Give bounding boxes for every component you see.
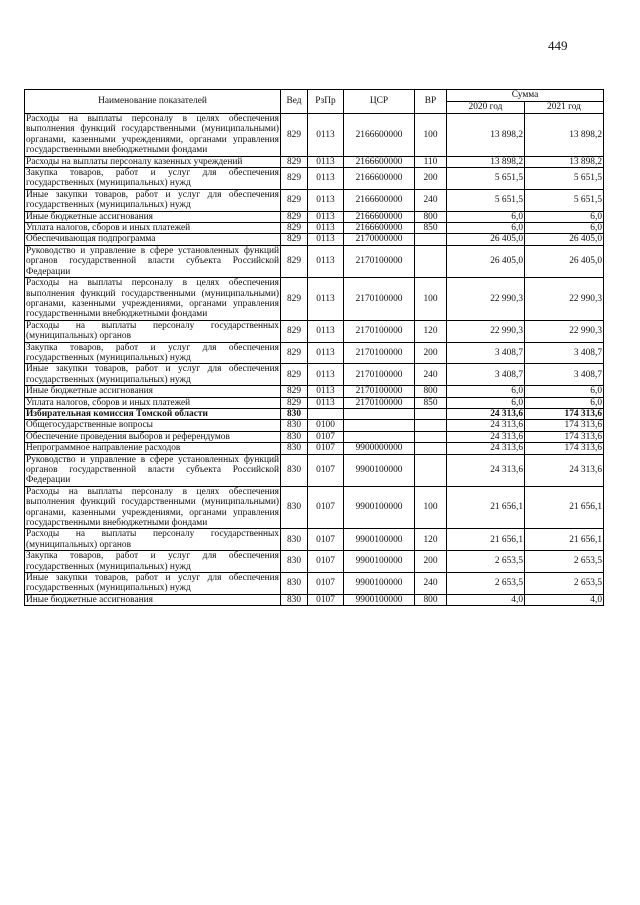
row-name: Иные закупки товаров, работ и услуг для обеспечения государственных (муниципальных) нужд	[26, 573, 279, 594]
header-rzpr: РзПр	[308, 90, 344, 114]
row-ved: 830	[281, 454, 308, 486]
row-rzpr: 0107	[308, 551, 344, 573]
row-sum-2021: 6,0	[525, 223, 604, 234]
row-csr: 2170100000	[344, 320, 415, 342]
row-sum-2020: 13 898,2	[447, 114, 525, 157]
row-rzpr: 0113	[308, 342, 344, 364]
row-name: Уплата налогов, сборов и иных платежей	[25, 397, 281, 408]
table-row	[25, 529, 604, 551]
row-name: Закупка товаров, работ и услуг для обеспечения государственных (муниципальных) нужд	[26, 551, 279, 572]
row-sum-2021: 22 990,3	[525, 320, 604, 342]
row-sum-2021: 5 651,5	[525, 168, 604, 190]
row-vr: 800	[415, 594, 447, 605]
row-rzpr: 0107	[308, 594, 344, 605]
row-ved: 829	[281, 245, 308, 277]
row-csr	[344, 420, 415, 431]
table-row	[25, 397, 604, 408]
row-sum-2020: 21 656,1	[447, 486, 525, 529]
row-vr	[415, 245, 447, 277]
row-vr: 110	[415, 156, 447, 167]
row-name: Непрограммное направление расходов	[25, 443, 281, 454]
row-rzpr: 0113	[308, 156, 344, 167]
row-rzpr: 0100	[308, 420, 344, 431]
row-csr: 2166600000	[344, 114, 415, 157]
row-rzpr: 0107	[308, 431, 344, 442]
row-name: Расходы на выплаты персоналу казенных учреждений	[25, 156, 281, 167]
row-name: Иные закупки товаров, работ и услуг для обеспечения государственных (муниципальных) нужд	[26, 364, 279, 385]
row-csr: 2170100000	[344, 386, 415, 397]
row-ved: 829	[281, 386, 308, 397]
row-vr: 100	[415, 114, 447, 157]
row-csr: 9900100000	[344, 529, 415, 551]
row-vr: 800	[415, 211, 447, 222]
row-rzpr: 0113	[308, 386, 344, 397]
table-row	[25, 114, 604, 157]
row-name: Расходы на выплаты персоналу в целях обеспечения выполнения функций государственными (муниципальными) органами, казенными учреждениями, органами управления государственными внебюджетными фондами	[26, 486, 279, 529]
row-sum-2021: 3 408,7	[525, 342, 604, 364]
row-sum-2021: 6,0	[525, 211, 604, 222]
row-sum-2021: 174 313,6	[525, 420, 604, 431]
row-ved: 830	[281, 443, 308, 454]
row-vr	[415, 420, 447, 431]
row-sum-2021: 6,0	[525, 397, 604, 408]
row-csr: 2166600000	[344, 189, 415, 211]
row-sum-2020: 5 651,5	[447, 189, 525, 211]
row-vr: 240	[415, 189, 447, 211]
row-name: Иные бюджетные ассигнования	[25, 211, 281, 222]
row-vr	[415, 408, 447, 419]
row-ved: 830	[281, 529, 308, 551]
row-ved: 830	[281, 420, 308, 431]
row-ved: 829	[281, 397, 308, 408]
row-vr	[415, 454, 447, 486]
row-csr: 2170100000	[344, 278, 415, 321]
row-rzpr: 0113	[308, 278, 344, 321]
row-rzpr: 0113	[308, 223, 344, 234]
row-sum-2021: 4,0	[525, 594, 604, 605]
row-sum-2020: 24 313,6	[447, 420, 525, 431]
row-name: Руководство и управление в сфере установленных функций органов государственной власти субъекта Российской Федерации	[26, 245, 279, 277]
row-name: Закупка товаров, работ и услуг для обеспечения государственных (муниципальных) нужд	[26, 168, 279, 189]
table-row	[25, 408, 604, 419]
row-csr: 9900100000	[344, 594, 415, 605]
row-rzpr: 0107	[308, 573, 344, 595]
row-rzpr: 0107	[308, 454, 344, 486]
row-name: Руководство и управление в сфере установленных функций органов государственной власти субъекта Российской Федерации	[26, 454, 279, 486]
row-rzpr: 0113	[308, 168, 344, 190]
header-csr: ЦСР	[344, 90, 415, 114]
row-sum-2020: 6,0	[447, 211, 525, 222]
table-row	[25, 168, 604, 190]
row-vr: 200	[415, 168, 447, 190]
row-sum-2020: 2 653,5	[447, 573, 525, 595]
row-sum-2021: 22 990,3	[525, 278, 604, 321]
row-sum-2021: 24 313,6	[525, 454, 604, 486]
row-rzpr: 0113	[308, 234, 344, 245]
row-sum-2020: 5 651,5	[447, 168, 525, 190]
row-csr: 2170100000	[344, 364, 415, 386]
row-sum-2020: 13 898,2	[447, 156, 525, 167]
row-vr: 100	[415, 486, 447, 529]
page-number: 449	[548, 38, 568, 53]
row-name: Расходы на выплаты персоналу государственных (муниципальных) органов	[26, 529, 279, 550]
row-sum-2020: 6,0	[447, 386, 525, 397]
row-vr: 850	[415, 223, 447, 234]
header-sum: Сумма	[447, 90, 604, 102]
header-year-2020: 2020 год	[447, 102, 525, 114]
row-rzpr: 0113	[308, 364, 344, 386]
row-csr: 2166600000	[344, 168, 415, 190]
row-csr: 2170100000	[344, 245, 415, 277]
row-name: Избирательная комиссия Томской области	[25, 408, 281, 419]
table-row	[25, 211, 604, 222]
row-sum-2020: 2 653,5	[447, 551, 525, 573]
row-ved: 830	[281, 573, 308, 595]
table-header	[25, 90, 604, 114]
row-ved: 829	[281, 211, 308, 222]
table-row	[25, 420, 604, 431]
row-ved: 829	[281, 320, 308, 342]
row-vr	[415, 443, 447, 454]
row-rzpr: 0113	[308, 320, 344, 342]
row-vr: 120	[415, 529, 447, 551]
table-row	[25, 573, 604, 595]
row-ved: 829	[281, 114, 308, 157]
row-name: Обеспечение проведения выборов и референдумов	[25, 431, 281, 442]
row-vr	[415, 431, 447, 442]
row-sum-2020: 3 408,7	[447, 342, 525, 364]
row-rzpr: 0113	[308, 114, 344, 157]
row-vr	[415, 234, 447, 245]
row-rzpr: 0107	[308, 486, 344, 529]
table-row	[25, 342, 604, 364]
row-sum-2021: 174 313,6	[525, 443, 604, 454]
row-vr: 850	[415, 397, 447, 408]
table-row	[25, 189, 604, 211]
row-sum-2020: 21 656,1	[447, 529, 525, 551]
header-year-2021: 2021 год	[525, 102, 604, 114]
row-ved: 830	[281, 408, 308, 419]
table-row	[25, 156, 604, 167]
row-csr: 9900100000	[344, 486, 415, 529]
row-csr: 2170000000	[344, 234, 415, 245]
row-sum-2021: 21 656,1	[525, 486, 604, 529]
header-name: Наименование показателей	[25, 90, 281, 114]
row-name: Закупка товаров, работ и услуг для обеспечения государственных (муниципальных) нужд	[26, 342, 279, 363]
row-sum-2021: 26 405,0	[525, 234, 604, 245]
row-ved: 829	[281, 342, 308, 364]
row-ved: 829	[281, 234, 308, 245]
row-sum-2020: 3 408,7	[447, 364, 525, 386]
row-vr: 240	[415, 573, 447, 595]
row-ved: 829	[281, 278, 308, 321]
row-sum-2021: 21 656,1	[525, 529, 604, 551]
row-rzpr: 0113	[308, 189, 344, 211]
row-name: Общегосударственные вопросы	[25, 420, 281, 431]
row-csr: 2170100000	[344, 342, 415, 364]
row-ved: 829	[281, 156, 308, 167]
row-name: Иные закупки товаров, работ и услуг для обеспечения государственных (муниципальных) нужд	[26, 189, 279, 211]
row-name: Расходы на выплаты персоналу в целях обеспечения выполнения функций государственными (муниципальными) органами, казенными учреждениями, органами управления государственными внебюджетными фондами	[26, 278, 279, 320]
row-sum-2020: 24 313,6	[447, 431, 525, 442]
row-ved: 830	[281, 486, 308, 529]
row-vr: 200	[415, 342, 447, 364]
row-csr: 9900100000	[344, 454, 415, 486]
row-csr: 2170100000	[344, 397, 415, 408]
row-sum-2021: 26 405,0	[525, 245, 604, 277]
row-ved: 829	[281, 223, 308, 234]
row-sum-2020: 24 313,6	[447, 454, 525, 486]
header-ved: Вед	[281, 90, 308, 114]
row-rzpr: 0107	[308, 443, 344, 454]
row-name: Иные бюджетные ассигнования	[25, 386, 281, 397]
row-csr	[344, 431, 415, 442]
table-row	[25, 223, 604, 234]
row-sum-2020: 24 313,6	[447, 408, 525, 419]
row-ved: 829	[281, 168, 308, 190]
row-csr: 2166600000	[344, 211, 415, 222]
row-name: Расходы на выплаты персоналу в целях обеспечения выполнения функций государственными (муниципальными) органами, казенными учреждениями, органами управления государственными внебюджетными фондами	[26, 114, 279, 156]
row-sum-2020: 26 405,0	[447, 234, 525, 245]
row-sum-2021: 13 898,2	[525, 114, 604, 157]
row-vr: 100	[415, 278, 447, 321]
table-body	[25, 114, 604, 606]
row-ved: 829	[281, 189, 308, 211]
row-sum-2020: 6,0	[447, 223, 525, 234]
row-name: Уплата налогов, сборов и иных платежей	[25, 223, 281, 234]
table-row	[25, 486, 604, 529]
table-row	[25, 443, 604, 454]
budget-table	[24, 89, 604, 606]
header-vr: ВР	[415, 90, 447, 114]
table-row	[25, 278, 604, 321]
row-sum-2021: 174 313,6	[525, 408, 604, 419]
row-ved: 830	[281, 431, 308, 442]
row-vr: 240	[415, 364, 447, 386]
row-csr	[344, 408, 415, 419]
table-row	[25, 454, 604, 486]
table-row	[25, 234, 604, 245]
row-sum-2021: 5 651,5	[525, 189, 604, 211]
row-vr: 120	[415, 320, 447, 342]
row-csr: 9900100000	[344, 573, 415, 595]
row-rzpr	[308, 408, 344, 419]
row-rzpr: 0113	[308, 397, 344, 408]
row-sum-2021: 3 408,7	[525, 364, 604, 386]
table-row	[25, 364, 604, 386]
row-csr: 9900100000	[344, 551, 415, 573]
row-csr: 2166600000	[344, 223, 415, 234]
table-row	[25, 431, 604, 442]
row-sum-2020: 24 313,6	[447, 443, 525, 454]
row-sum-2021: 6,0	[525, 386, 604, 397]
row-sum-2021: 2 653,5	[525, 551, 604, 573]
table-row	[25, 386, 604, 397]
table-row	[25, 245, 604, 277]
table-row	[25, 551, 604, 573]
table-row	[25, 594, 604, 605]
row-rzpr: 0107	[308, 529, 344, 551]
row-name: Обеспечивающая подпрограмма	[25, 234, 281, 245]
row-ved: 830	[281, 594, 308, 605]
row-sum-2020: 22 990,3	[447, 278, 525, 321]
row-sum-2021: 2 653,5	[525, 573, 604, 595]
row-ved: 830	[281, 551, 308, 573]
row-vr: 800	[415, 386, 447, 397]
row-ved: 829	[281, 364, 308, 386]
row-name: Расходы на выплаты персоналу государственных (муниципальных) органов	[26, 320, 279, 342]
row-vr: 200	[415, 551, 447, 573]
row-rzpr: 0113	[308, 211, 344, 222]
table-row	[25, 320, 604, 342]
row-sum-2020: 4,0	[447, 594, 525, 605]
row-sum-2021: 13 898,2	[525, 156, 604, 167]
row-name: Иные бюджетные ассигнования	[25, 594, 281, 605]
row-csr: 9900000000	[344, 443, 415, 454]
row-sum-2020: 22 990,3	[447, 320, 525, 342]
row-sum-2020: 6,0	[447, 397, 525, 408]
row-csr: 2166600000	[344, 156, 415, 167]
row-sum-2020: 26 405,0	[447, 245, 525, 277]
row-sum-2021: 174 313,6	[525, 431, 604, 442]
row-rzpr: 0113	[308, 245, 344, 277]
